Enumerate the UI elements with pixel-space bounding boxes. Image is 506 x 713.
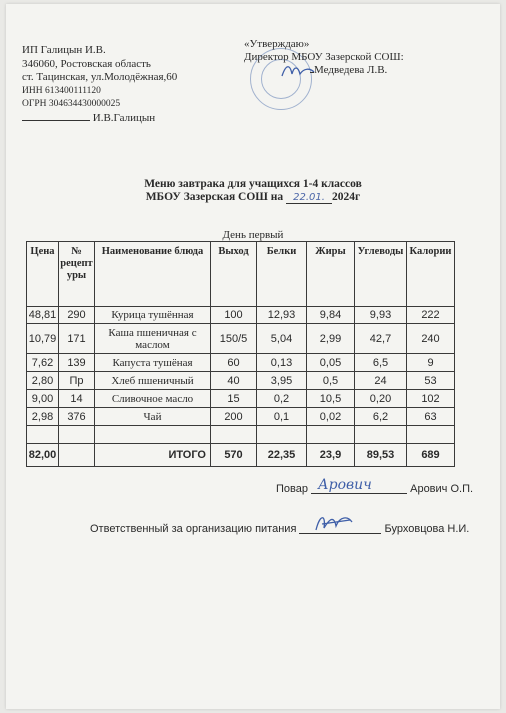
responsible-signature	[312, 510, 358, 536]
table-row	[27, 324, 455, 354]
responsible-signature-block	[90, 523, 469, 535]
approval-signer	[238, 64, 404, 77]
responsible-label: Ответственный за организацию питания	[90, 523, 297, 535]
table-row	[27, 307, 455, 324]
cell-protein: 0,1	[257, 408, 307, 426]
table-header-row	[27, 242, 455, 307]
table-row	[27, 408, 455, 426]
cell-calories: 102	[407, 390, 455, 408]
cell-price: 7,62	[27, 354, 59, 372]
approval-position: Директор МБОУ Зазерской СОШ:	[244, 51, 404, 63]
cell-protein: 12,93	[257, 307, 307, 324]
supplier-postal: 346060, Ростовская область	[22, 57, 151, 70]
col-fat: Жиры	[307, 242, 355, 307]
cell-dish: Курица тушённая	[95, 307, 211, 324]
cell-dish: Капуста тушёная	[95, 354, 211, 372]
cell-carbs: 9,93	[355, 307, 407, 324]
cell-recipe: 376	[59, 408, 95, 426]
menu-table	[26, 241, 455, 467]
cell-price: 9,00	[27, 390, 59, 408]
responsible-name: Бурховцова Н.И.	[384, 523, 470, 535]
cell-price: 10,79	[27, 324, 59, 354]
supplier-address: ст. Тацинская, ул.Молодёжная,60	[22, 71, 178, 83]
cell-yield: 150/5	[211, 324, 257, 354]
col-carbs: Углеводы	[355, 242, 407, 307]
col-price: Цена	[27, 242, 59, 307]
cell-calories: 53	[407, 372, 455, 390]
total-label: ИТОГО	[95, 444, 211, 467]
supplier-signature-line	[22, 112, 177, 126]
cell-fat: 10,5	[307, 390, 355, 408]
total-carbs: 89,53	[355, 444, 407, 467]
col-dish: Наименование блюда	[95, 242, 211, 307]
cell-recipe: 14	[59, 390, 95, 408]
cell-carbs: 6,2	[355, 408, 407, 426]
cell-fat: 2,99	[307, 324, 355, 354]
day-label: День первый	[222, 229, 284, 241]
total-recipe	[59, 444, 95, 467]
cell-fat: 0,02	[307, 408, 355, 426]
menu-year: 2024г	[332, 191, 361, 203]
cell-fat: 9,84	[307, 307, 355, 324]
cell-price: 2,80	[27, 372, 59, 390]
supplier-inn: ИНН 613400111120	[22, 85, 101, 96]
cell-carbs: 42,7	[355, 324, 407, 354]
supplier-block	[22, 44, 177, 125]
approval-block	[238, 38, 404, 77]
col-protein: Белки	[257, 242, 307, 307]
table-row	[27, 354, 455, 372]
approval-signer-name: Медведева Л.В.	[314, 64, 388, 76]
cell-price: 2,98	[27, 408, 59, 426]
cell-dish: Сливочное масло	[95, 390, 211, 408]
svg-text:Арович: Арович	[318, 477, 372, 493]
cell-yield: 200	[211, 408, 257, 426]
cell-protein: 5,04	[257, 324, 307, 354]
table-row	[27, 372, 455, 390]
cell-protein: 3,95	[257, 372, 307, 390]
cell-carbs: 0,20	[355, 390, 407, 408]
table-row-empty	[27, 426, 455, 444]
table-total-row	[27, 444, 455, 467]
menu-subtitle	[0, 191, 506, 204]
approval-heading: «Утверждаю»	[244, 38, 310, 50]
total-fat: 23,9	[307, 444, 355, 467]
cell-yield: 60	[211, 354, 257, 372]
cell-dish: Чай	[95, 408, 211, 426]
cell-recipe: 171	[59, 324, 95, 354]
supplier-signer: И.В.Галицын	[92, 111, 156, 124]
cell-dish: Каша пшеничная с маслом	[95, 324, 211, 354]
cell-protein: 0,2	[257, 390, 307, 408]
total-yield: 570	[211, 444, 257, 467]
menu-subtitle-prefix: МБОУ Зазерская СОШ на	[145, 191, 284, 203]
menu-title: Меню завтрака для учащихся 1-4 классов	[144, 178, 362, 190]
cell-protein: 0,13	[257, 354, 307, 372]
cell-calories: 63	[407, 408, 455, 426]
total-price: 82,00	[27, 444, 59, 467]
cell-yield: 40	[211, 372, 257, 390]
cell-dish: Хлеб пшеничный	[95, 372, 211, 390]
supplier-ogrn: ОГРН 304634430000025	[22, 99, 121, 109]
total-protein: 22,35	[257, 444, 307, 467]
cell-calories: 222	[407, 307, 455, 324]
cell-calories: 9	[407, 354, 455, 372]
col-yield: Выход	[211, 242, 257, 307]
cell-yield: 15	[211, 390, 257, 408]
cell-fat: 0,5	[307, 372, 355, 390]
cell-carbs: 6,5	[355, 354, 407, 372]
col-calories: Калории	[407, 242, 455, 307]
cell-recipe: 139	[59, 354, 95, 372]
cell-yield: 100	[211, 307, 257, 324]
cook-name: Арович О.П.	[410, 483, 474, 495]
total-calories: 689	[407, 444, 455, 467]
cell-fat: 0,05	[307, 354, 355, 372]
cell-recipe: 290	[59, 307, 95, 324]
table-row	[27, 390, 455, 408]
cook-signature	[314, 474, 390, 494]
supplier-name: ИП Галицын И.В.	[22, 44, 106, 56]
cell-recipe: Пр	[59, 372, 95, 390]
cook-label: Повар	[276, 483, 308, 495]
cell-price: 48,81	[27, 307, 59, 324]
menu-date: 22.01.	[286, 192, 332, 204]
cell-carbs: 24	[355, 372, 407, 390]
cell-calories: 240	[407, 324, 455, 354]
col-recipe: № рецепт уры	[59, 242, 95, 307]
